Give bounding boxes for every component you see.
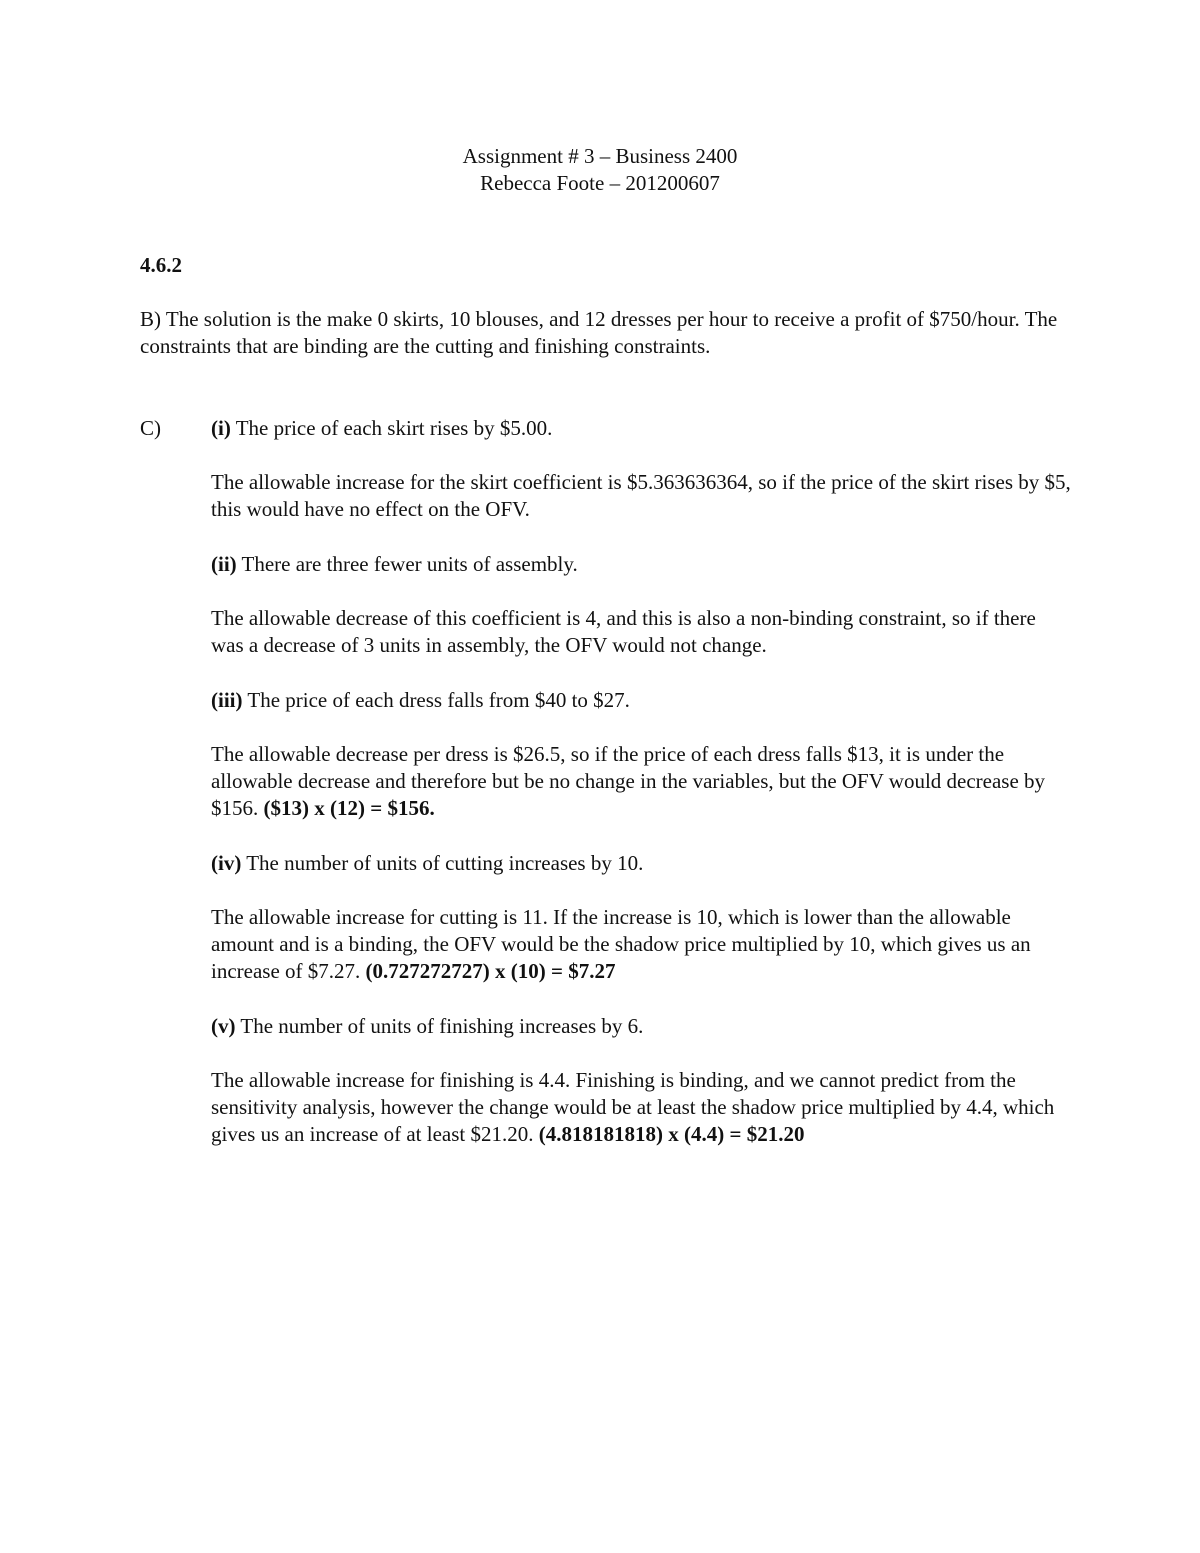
section-number: 4.6.2 [140, 253, 182, 277]
question-number: (iii) [211, 688, 243, 712]
document-header [0, 143, 1200, 197]
question-number: (ii) [211, 552, 237, 576]
question-iii [211, 687, 1071, 714]
part-c-label: C) [140, 416, 161, 440]
answer-text: The allowable increase for the skirt coefficient is $5.363636364, so if the price of the skirt rises by $5, this would have no effect on the OFV. [211, 470, 1071, 521]
answer-text: The allowable increase for cutting is 11. If the increase is 10, which is lower than the allowable amount and is a binding, the OFV would be the shadow price multiplied by 10, which gives us an increase of $7.27. [211, 905, 1031, 983]
question-text: The number of units of finishing increases by 6. [235, 1014, 644, 1038]
author-line: Rebecca Foote – 201200607 [480, 171, 720, 195]
answer-iv [211, 904, 1071, 985]
question-number: (v) [211, 1014, 236, 1038]
answer-text: The allowable decrease per dress is $26.5, so if the price of each dress falls $13, it is under the allowable decrease and therefore but be no change in the variables, but the OFV would decrease by $156. [211, 742, 1046, 820]
question-v [211, 1013, 1071, 1040]
calculation: (4.818181818) x (4.4) = $21.20 [538, 1122, 805, 1146]
part-b-paragraph: B) The solution is the make 0 skirts, 10 blouses, and 12 dresses per hour to receive a profit of $750/hour. The constraints that are binding are the cutting and finishing constraints. [140, 307, 1058, 358]
answer-v [211, 1067, 1071, 1148]
answer-text: The allowable increase for finishing is 4.4. Finishing is binding, and we cannot predict from the sensitivity analysis, however the change would be at least the shadow price multiplied by 4.4, which gives us an increase of at least $21.20. [211, 1068, 1055, 1146]
question-iv [211, 850, 1071, 877]
question-text: The price of each dress falls from $40 to $27. [242, 688, 630, 712]
answer-text: The allowable decrease of this coefficient is 4, and this is also a non-binding constraint, so if there was a decrease of 3 units in assembly, the OFV would not change. [211, 606, 1036, 657]
assignment-title: Assignment # 3 – Business 2400 [462, 144, 738, 168]
answer-ii [211, 605, 1071, 659]
question-i [211, 415, 1071, 442]
question-text: There are three fewer units of assembly. [236, 552, 578, 576]
question-text: The number of units of cutting increases by 10. [241, 851, 644, 875]
calculation: ($13) x (12) = $156. [263, 796, 435, 820]
calculation: (0.727272727) x (10) = $7.27 [365, 959, 616, 983]
question-ii [211, 551, 1071, 578]
answer-i [211, 469, 1071, 523]
question-number: (iv) [211, 851, 242, 875]
question-text: The price of each skirt rises by $5.00. [230, 416, 553, 440]
answer-iii [211, 741, 1071, 822]
question-number: (i) [211, 416, 231, 440]
